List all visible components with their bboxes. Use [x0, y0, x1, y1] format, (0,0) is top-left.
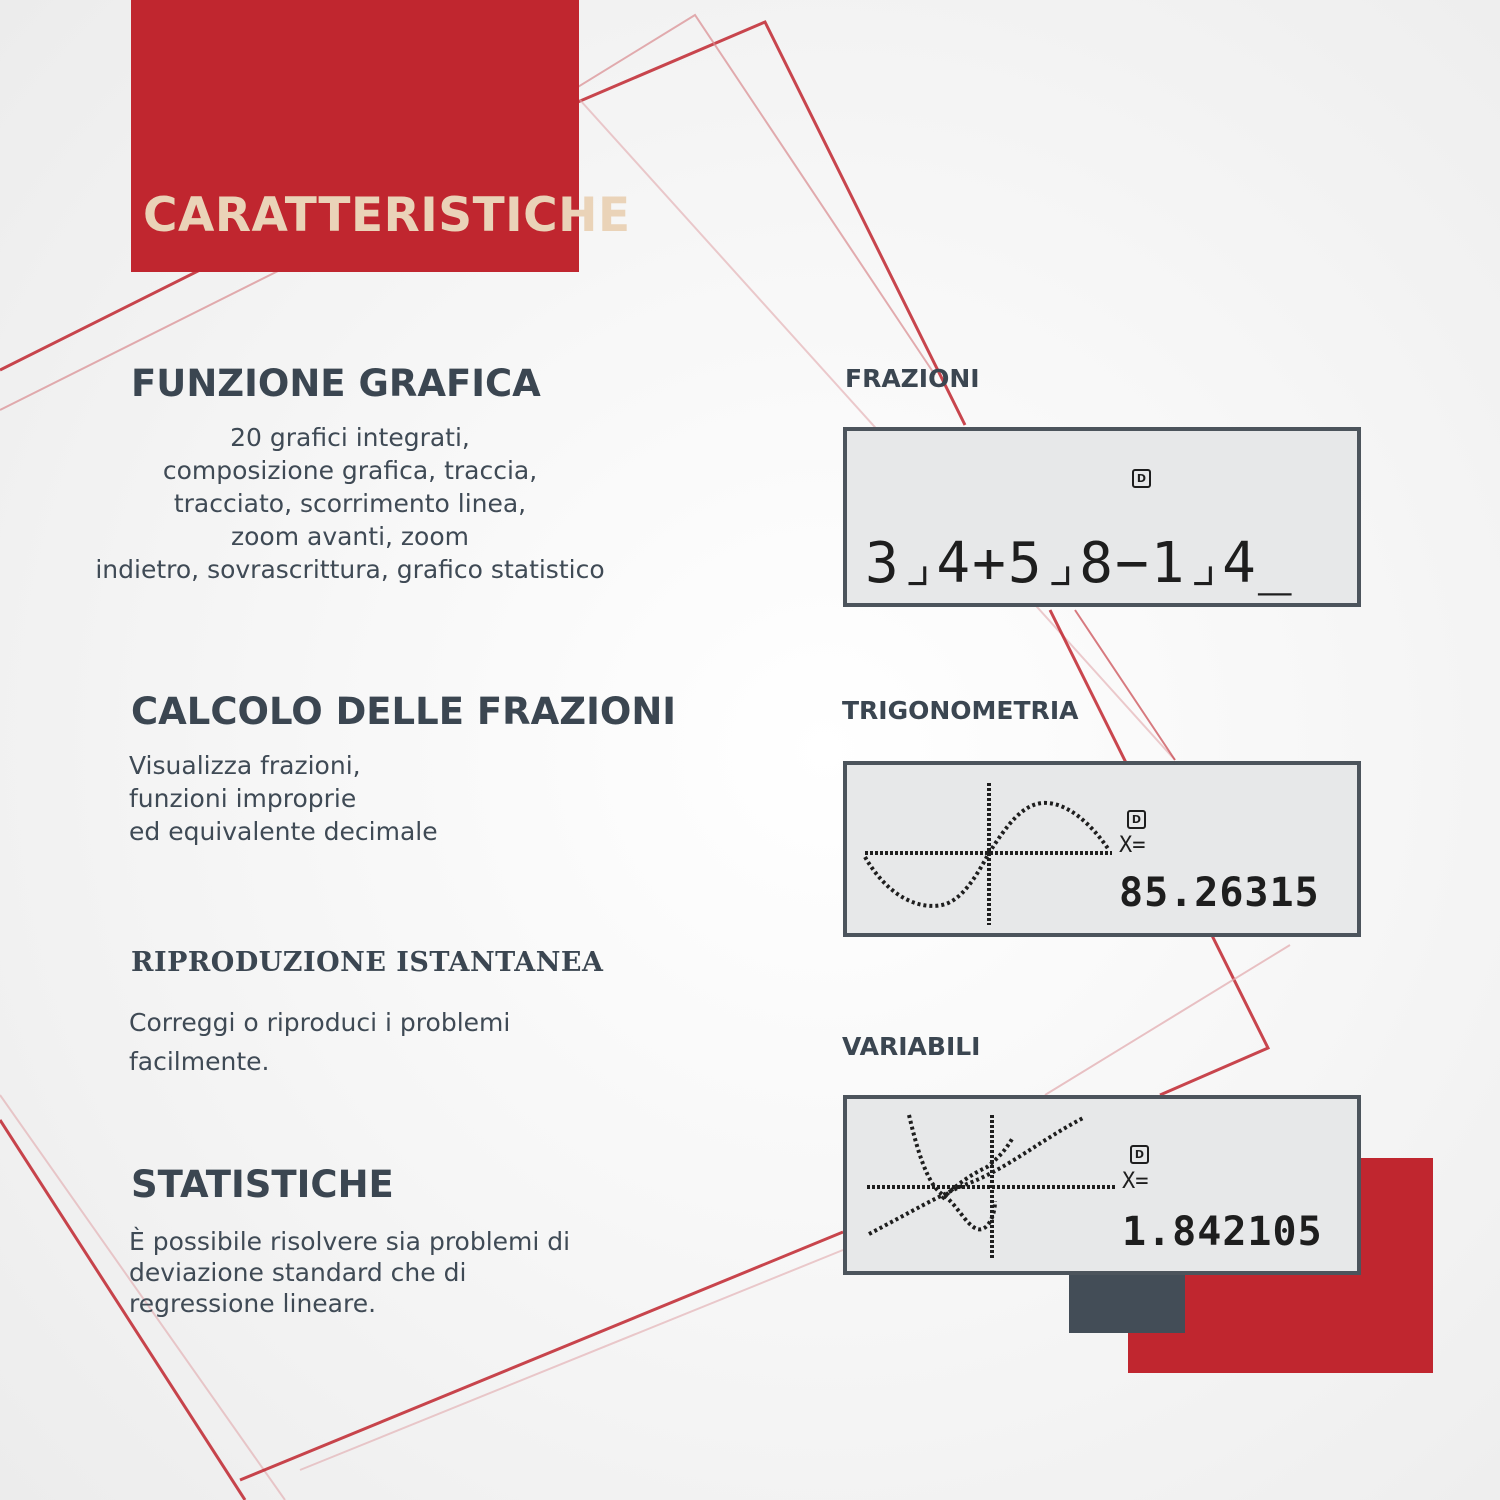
screen-label-variables: VARIABILI — [842, 1032, 981, 1061]
result-value: 1.842105 — [1122, 1209, 1323, 1255]
header-banner — [131, 0, 631, 272]
feature-desc-graph: 20 grafici integrati, composizione grafica, traccia, tracciato, scorrimento linea, zoom avanti, zoom indietro, sovrascrittura, grafico statistico — [95, 423, 605, 584]
feature-title-fractions: CALCOLO DELLE FRAZIONI — [131, 690, 677, 733]
feature-desc-replay: Correggi o riproduci i problemi facilmente. — [129, 1008, 511, 1076]
screen-label-fractions: FRAZIONI — [845, 364, 980, 393]
feature-title-stats: STATISTICHE — [131, 1163, 394, 1206]
feature-title-replay: RIPRODUZIONE ISTANTANEA — [131, 947, 604, 978]
lcd-screen-variables — [843, 1095, 1361, 1275]
lcd-screen-fractions — [843, 427, 1361, 607]
lcd-screen-trig — [843, 761, 1361, 937]
decor-grey-block — [1069, 1270, 1185, 1333]
feature-title-graph: FUNZIONE GRAFICA — [131, 362, 541, 405]
feature-desc-stats: È possibile risolvere sia problemi di deviazione standard che di regressione lineare. — [129, 1227, 571, 1318]
degree-mode-indicator: D — [1130, 1145, 1149, 1164]
banner-title: CARATTERISTICHE — [143, 188, 631, 243]
variable-label: X= — [1119, 833, 1146, 858]
result-value: 85.26315 — [1119, 870, 1320, 916]
feature-desc-fractions: Visualizza frazioni, funzioni improprie ed equivalente decimale — [129, 751, 438, 846]
fraction-expression: 3⌟4+5⌟8−1⌟4_ — [865, 531, 1294, 596]
variable-label: X= — [1122, 1169, 1149, 1194]
degree-mode-indicator: D — [1132, 469, 1151, 488]
screen-label-trig: TRIGONOMETRIA — [842, 696, 1079, 725]
degree-mode-indicator: D — [1127, 810, 1146, 829]
